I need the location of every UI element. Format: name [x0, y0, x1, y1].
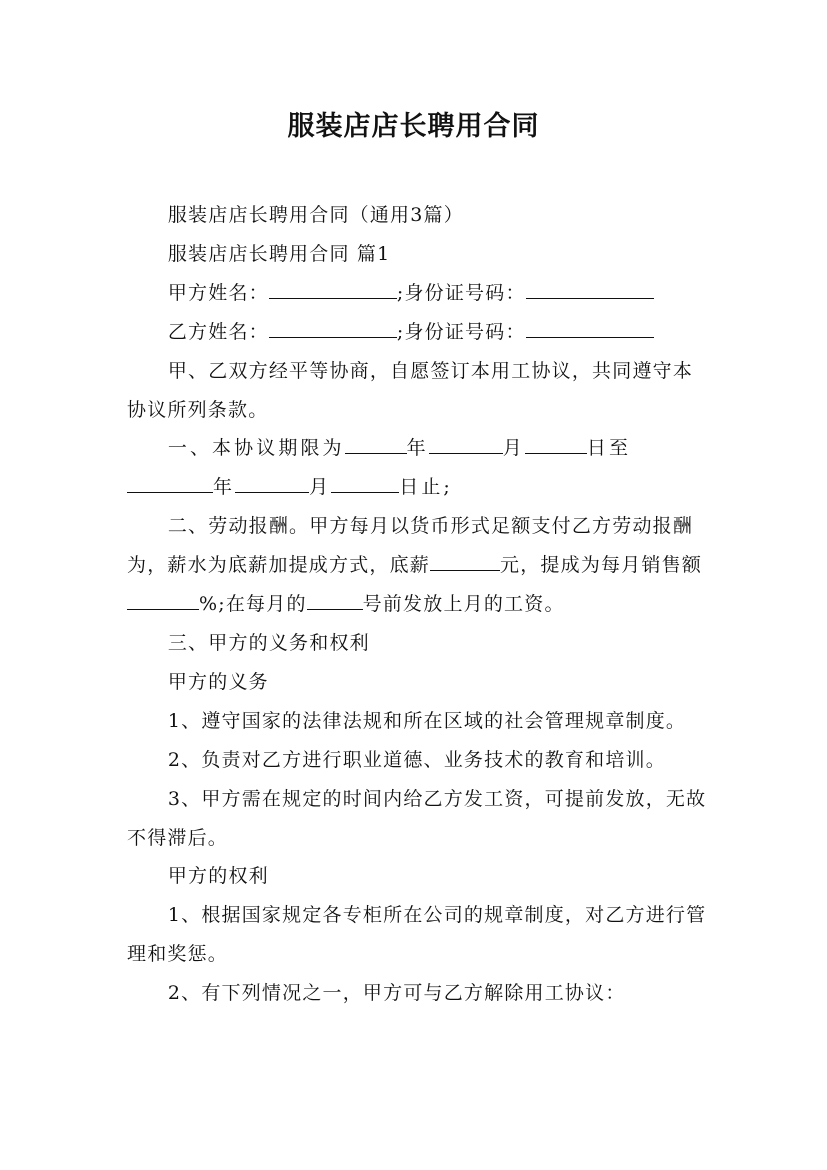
- commission-rate-blank: [127, 589, 199, 610]
- remuneration-text-4: 号前发放上月的工资。: [362, 593, 565, 616]
- remuneration-text-2: 元，提成为每月销售额: [500, 554, 703, 577]
- base-salary-blank: [430, 550, 500, 571]
- party-b-name-blank: [269, 317, 397, 338]
- remuneration-text-3: %;在每月的: [199, 593, 307, 616]
- section-heading: 服装店店长聘用合同 篇1: [167, 242, 391, 265]
- term-month-label: 月: [502, 437, 525, 460]
- clause-term-prefix: 一、本协议期限为: [167, 437, 345, 460]
- duty-item: 3、甲方需在规定的时间内给乙方发工资，可提前发放，无故不得滞后。: [127, 787, 707, 849]
- term-end-year-blank: [127, 472, 213, 493]
- intro-paragraph: 甲、乙双方经平等协商，自愿签订本用工协议，共同遵守本协议所列条款。: [127, 359, 694, 421]
- subtitle: 服装店店长聘用合同（通用3篇）: [167, 204, 464, 226]
- term-year-label: 年: [406, 437, 429, 460]
- party-a-id-blank: [526, 278, 654, 299]
- rights-heading: 甲方的权利: [167, 865, 269, 888]
- term-month2-label: 月: [309, 476, 332, 499]
- party-a-name-label: 甲方姓名：: [167, 281, 269, 304]
- term-end-month-blank: [235, 472, 309, 493]
- party-b-id-blank: [526, 317, 654, 338]
- clause-term: [127, 429, 707, 507]
- remuneration-text-1: 二、劳动报酬。甲方每月以货币形式足额支付乙方劳动报酬为，薪水为底薪加提成方式，底薪: [127, 515, 694, 577]
- duty-item: 1、遵守国家的法律法规和所在区域的社会管理规章制度。: [167, 709, 687, 732]
- term-start-year-blank: [345, 434, 407, 455]
- document-title: 服装店店长聘用合同: [287, 111, 540, 142]
- right-item: 2、有下列情况之一，甲方可与乙方解除用工协议：: [167, 982, 626, 1005]
- term-start-month-blank: [429, 434, 503, 455]
- party-b-name-label: 乙方姓名：: [167, 320, 269, 343]
- right-item: 1、根据国家规定各专柜所在公司的规章制度，对乙方进行管理和奖惩。: [127, 904, 707, 966]
- duty-item: 2、负责对乙方进行职业道德、业务技术的教育和培训。: [167, 748, 666, 771]
- party-b-id-label: ;身份证号码：: [396, 320, 526, 343]
- party-b-line: [127, 313, 707, 352]
- pay-day-blank: [307, 589, 363, 610]
- term-day-end-label: 日止;: [399, 476, 453, 499]
- document-body: [127, 196, 707, 1013]
- clause-3-heading: 三、甲方的义务和权利: [167, 631, 370, 654]
- party-a-name-blank: [269, 278, 397, 299]
- term-day-to-label: 日至: [586, 437, 632, 460]
- party-a-line: [127, 274, 707, 313]
- party-a-id-label: ;身份证号码：: [396, 281, 526, 304]
- term-start-day-blank: [525, 434, 587, 455]
- term-year2-label: 年: [213, 476, 236, 499]
- clause-remuneration: [127, 507, 707, 624]
- duties-heading: 甲方的义务: [167, 670, 269, 693]
- term-end-day-blank: [331, 472, 399, 493]
